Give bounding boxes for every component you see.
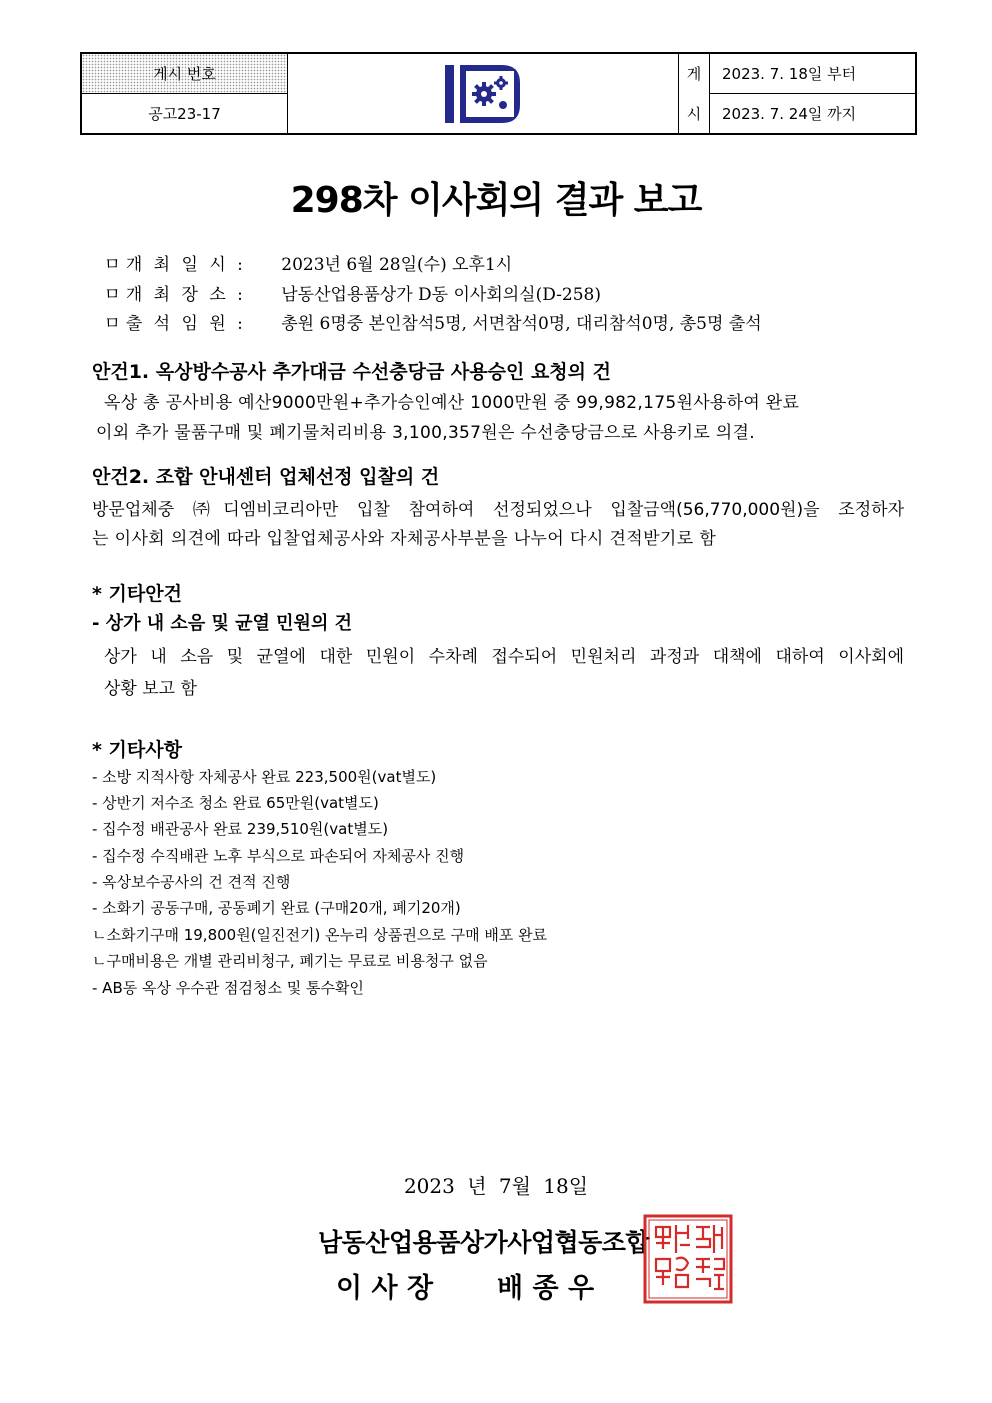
document-date: 2023 년 7월 18일 <box>403 1174 589 1198</box>
logo-icon <box>444 63 522 125</box>
meeting-place-label: 개 최 장 소 : <box>125 285 246 305</box>
official-seal-stamp <box>642 1213 734 1305</box>
posting-label-char: 시 <box>686 105 702 123</box>
agenda2-text: 는 이사회 의견에 따라 입찰업체공사와 자체공사부분을 나누어 다시 견적받기로 함 <box>92 529 717 549</box>
list-item: - 소방 지적사항 자체공사 완료 223,500원(vat별도) <box>92 768 437 786</box>
agenda2-text: 방문업체중 ㈜디엠비코리아만 입찰 참여하여 선정되었으나 입찰금액(56,770,000원)을 조정하자 <box>92 500 904 520</box>
meeting-place-row <box>104 280 601 305</box>
bullet: ㅁ <box>104 314 121 334</box>
notice-number: 공고23-17 <box>148 105 221 123</box>
list-item: - 집수정 수직배관 노후 부식으로 파손되어 자체공사 진행 <box>92 847 465 865</box>
divider <box>82 93 287 94</box>
list-item: - 상반기 저수조 청소 완료 65만원(vat별도) <box>92 794 379 812</box>
agenda1-text: 이외 추가 물품구매 및 폐기물처리비용 3,100,357원은 수선충당금으로 사용키로 의결. <box>96 423 755 443</box>
bullet: ㅁ <box>104 285 121 305</box>
list-item: ㄴ소화기구매 19,800원(일진전기) 온누리 상품권으로 구매 배포 완료 <box>92 926 548 944</box>
other-matters-heading: * 기타사항 <box>92 739 182 761</box>
signer <box>336 1266 594 1305</box>
signer-title: 이 사 장 <box>336 1273 434 1304</box>
list-item: - 집수정 배관공사 완료 239,510원(vat별도) <box>92 820 389 838</box>
attendance-row <box>104 309 762 334</box>
posting-end-date: 2023. 7. 24일 까지 <box>722 105 857 123</box>
signer-name: 배 종 우 <box>497 1273 595 1304</box>
meeting-date-row <box>104 250 512 275</box>
other-agenda-text: 상가 내 소음 및 균열에 대한 민원이 수차례 접수되어 민원처리 과정과 대책에 대하여 이사회에 <box>104 647 904 667</box>
company-logo <box>288 54 678 133</box>
other-agenda-text: 상황 보고 함 <box>104 679 197 699</box>
notice-header-table <box>80 52 917 135</box>
attendance-label: 출 석 임 원 : <box>125 314 246 334</box>
bullet: ㅁ <box>104 255 121 275</box>
other-agenda-subheading: - 상가 내 소음 및 균열 민원의 건 <box>92 613 352 634</box>
agenda1-heading: 안건1. 옥상방수공사 추가대금 수선충당금 사용승인 요청의 건 <box>92 361 611 383</box>
posting-start-date: 2023. 7. 18일 부터 <box>722 65 857 83</box>
attendance-value: 총원 6명중 본인참석5명, 서면참석0명, 대리참석0명, 총5명 출석 <box>281 314 762 334</box>
agenda2-heading: 안건2. 조합 안내센터 업체선정 입찰의 건 <box>92 466 440 488</box>
posting-label-char: 게 <box>686 65 702 83</box>
meeting-date-label: 개 최 일 시 : <box>125 255 246 275</box>
organization-name: 남동산업용품상가사업협동조합 <box>318 1228 650 1257</box>
meeting-place-value: 남동산업용품상가 D동 이사회의실(D-258) <box>281 285 601 305</box>
list-item: - AB동 옥상 우수관 점검청소 및 통수확인 <box>92 979 364 997</box>
other-agenda-heading: * 기타안건 <box>92 583 182 605</box>
list-item: ㄴ구매비용은 개별 관리비청구, 폐기는 무료로 비용청구 없음 <box>92 952 488 970</box>
agenda1-text: 옥상 총 공사비용 예산9000만원+추가승인예산 1000만원 중 99,982,175원사용하여 완료 <box>104 393 800 413</box>
document-title: 298차 이사회의 결과 보고 <box>290 180 702 221</box>
list-item: - 옥상보수공사의 건 견적 진행 <box>92 873 291 891</box>
list-item: - 소화기 공동구매, 공동폐기 완료 (구매20개, 폐기20개) <box>92 899 461 917</box>
notice-number-label: 게시 번호 <box>82 54 287 93</box>
meeting-date-value: 2023년 6월 28일(수) 오후1시 <box>281 255 513 275</box>
